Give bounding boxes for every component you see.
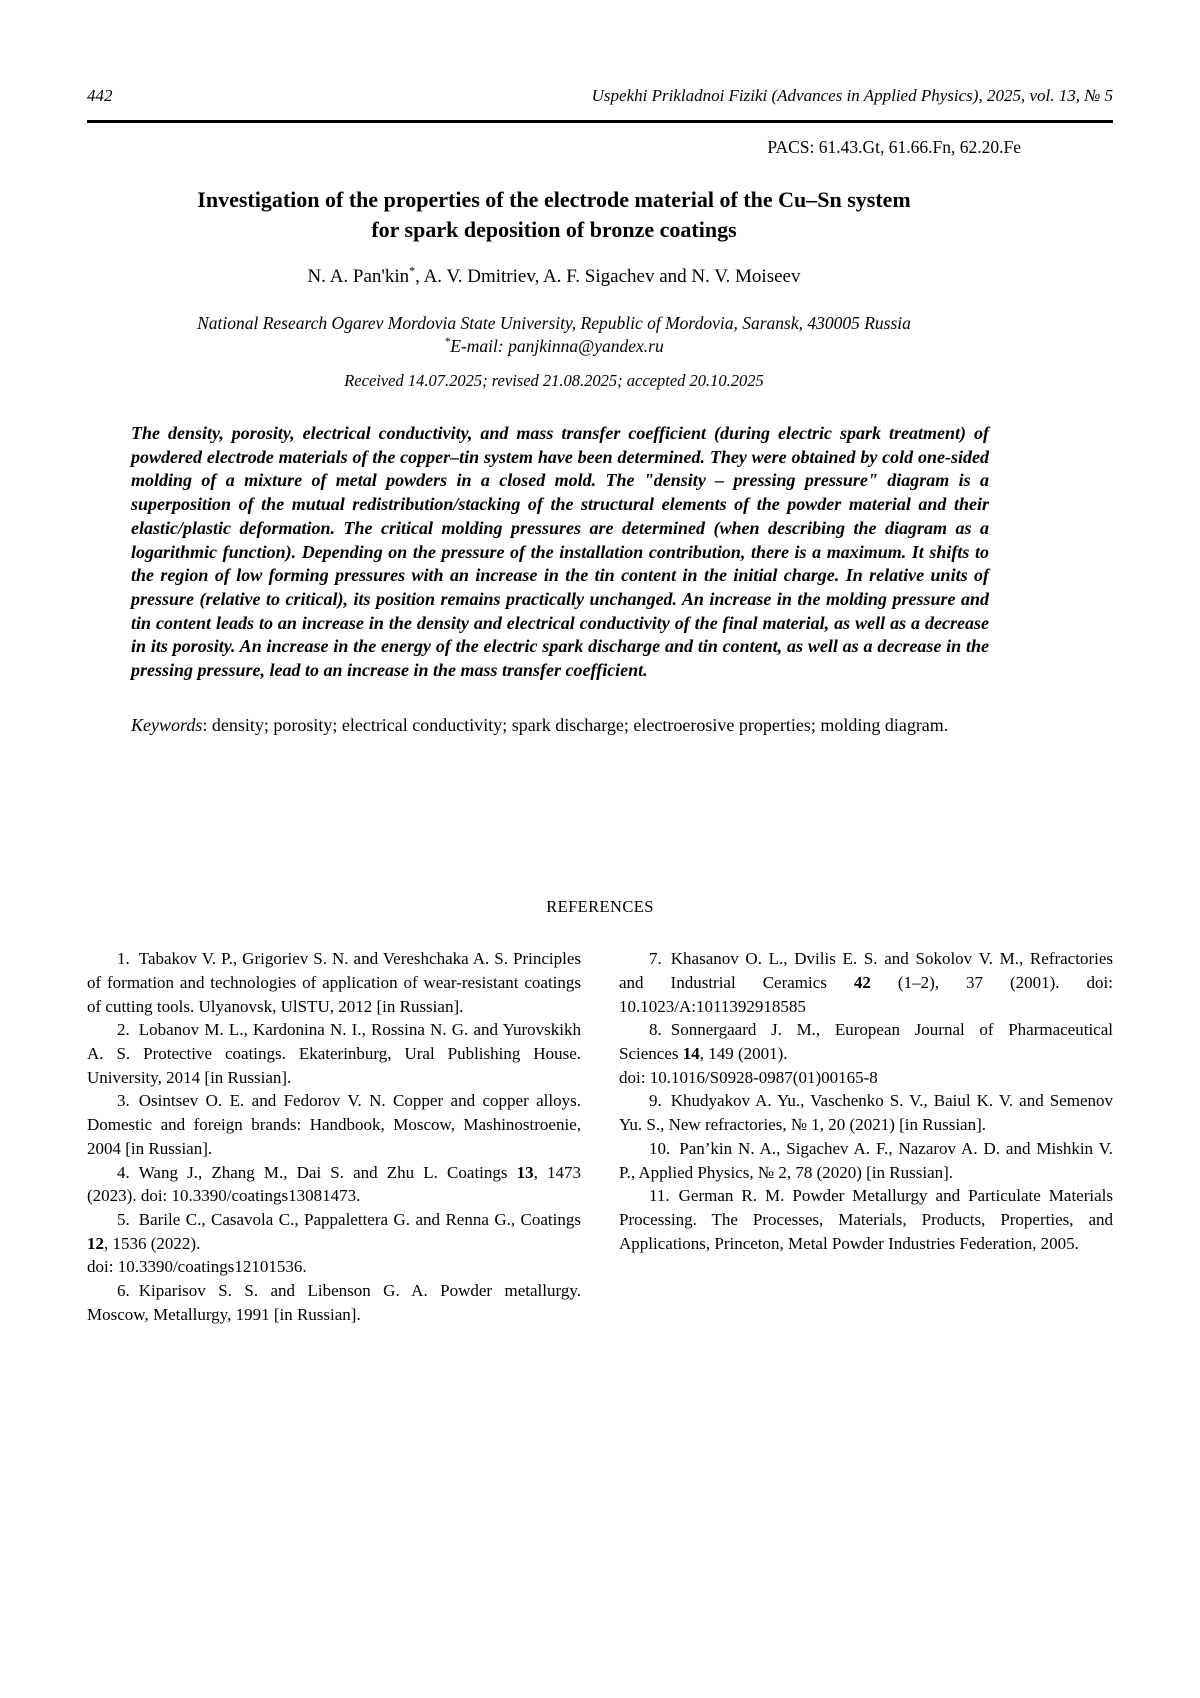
references-column-right bbox=[619, 947, 1113, 1326]
keywords bbox=[131, 713, 989, 738]
reference-text: , 149 (2001). bbox=[699, 1044, 788, 1064]
reference-item bbox=[619, 1184, 1113, 1255]
journal-title-line: Uspekhi Prikladnoi Fiziki (Advances in Applied Physics), 2025, vol. 13, № 5 bbox=[591, 86, 1113, 105]
email-text: E-mail: panjkinna@yandex.ru bbox=[450, 336, 664, 356]
reference-text: Khudyakov A. Yu., Vaschenko S. V., Baiul K. V. and Semenov Yu. S., New refractories, № 1, 20 (2021) [in Russian]. bbox=[619, 1091, 1113, 1135]
references-column-left bbox=[87, 947, 581, 1326]
affiliation: National Research Ogarev Mordovia State University, Republic of Mordovia, Saransk, 430005 Russia bbox=[197, 313, 911, 333]
article-title-line-1: Investigation of the properties of the electrode material of the Cu–Sn system bbox=[197, 187, 911, 212]
reference-item bbox=[87, 1018, 581, 1089]
references-heading: REFERENCES bbox=[546, 897, 654, 917]
reference-item bbox=[619, 1137, 1113, 1184]
reference-number: 6. bbox=[117, 1281, 130, 1301]
author-first: N. A. Pan'kin bbox=[307, 266, 410, 287]
reference-number: 9. bbox=[649, 1091, 662, 1111]
references-list bbox=[87, 947, 1113, 1326]
authors-rest: , A. V. Dmitriev, A. F. Sigachev and N. V. Moiseev bbox=[415, 266, 801, 287]
reference-number: 2. bbox=[117, 1020, 130, 1040]
page-content bbox=[87, 0, 1113, 1326]
reference-text: (1–2), 37 (2001). doi: 10.1023/A:1011392918585 bbox=[619, 972, 1113, 1016]
article-title-line-2: for spark deposition of bronze coatings bbox=[371, 217, 737, 242]
reference-number: 4. bbox=[117, 1162, 130, 1182]
page-number: 442 bbox=[87, 86, 113, 105]
email-affiliation-marker: * bbox=[444, 334, 451, 349]
article-title bbox=[87, 185, 1113, 245]
reference-item bbox=[619, 947, 1113, 1018]
pacs-line: PACS: 61.43.Gt, 61.66.Fn, 62.20.Fe bbox=[767, 137, 1021, 157]
author-affiliation-marker: * bbox=[409, 263, 416, 278]
keywords-text: : density; porosity; electrical conductivity; spark discharge; electroerosive properties; molding diagram. bbox=[202, 714, 949, 735]
reference-text: , 1473 (2023). doi: 10.3390/coatings13081473. bbox=[87, 1162, 581, 1206]
reference-text: Osintsev O. E. and Fedorov V. N. Copper and copper alloys. Domestic and foreign brands: Handbook, Moscow, Mashinostroenie, 2004 [in Russian]. bbox=[87, 1091, 581, 1158]
keywords-label: Keywords bbox=[131, 714, 203, 735]
reference-volume: 14 bbox=[682, 1044, 700, 1064]
reference-text: Tabakov V. P., Grigoriev S. N. and Vereshchaka A. S. Principles of formation and technologies of application of wear-resistant coatings of cutting tools. Ulyanovsk, UlSTU, 2012 [in Russian]. bbox=[87, 949, 581, 1016]
reference-item bbox=[619, 1018, 1113, 1089]
reference-item bbox=[87, 1089, 581, 1160]
authors-line bbox=[87, 265, 1113, 289]
reference-number: 8. bbox=[649, 1020, 662, 1040]
abstract: The density, porosity, electrical conductivity, and mass transfer coefficient (during electric spark treatment) of powdered electrode materials of the copper–tin system have been determined. They were obtained by cold one-sided molding of a mixture of metal powders in a closed mold. The "density – pressing pressure" diagram is a superposition of the mutual redistribution/stacking of the structural elements of the powder material and their elastic/plastic deformation. The critical molding pressures are determined (when describing the diagram as a logarithmic function). Depending on the pressure of the installation contribution, there is a maximum. It shifts to the region of low forming pressures with an increase in the tin content in the initial charge. In relative units of pressure (relative to critical), its position remains practically unchanged. An increase in the molding pressure and tin content leads to an increase in the density and electrical conductivity of the final material, as well as a decrease in its porosity. An increase in the energy of the electric spark discharge and tin content, as well as a decrease in the pressing pressure, lead to an increase in the mass transfer coefficient. bbox=[131, 423, 989, 681]
reference-text: Sonnergaard J. M., European Journal of Pharmaceutical Sciences bbox=[619, 1020, 1113, 1064]
reference-number: 7. bbox=[649, 949, 662, 969]
reference-text: German R. M. Powder Metallurgy and Particulate Materials Processing. The Processes, Materials, Products, Properties, and Applications, Princeton, Metal Powder Industries Federation, 2005. bbox=[619, 1186, 1113, 1253]
reference-text: Lobanov M. L., Kardonina N. I., Rossina N. G. and Yurovskikh A. S. Protective coatings. Ekaterinburg, Ural Publishing House. University, 2014 [in Russian]. bbox=[87, 1020, 581, 1087]
received-line: Received 14.07.2025; revised 21.08.2025; accepted 20.10.2025 bbox=[344, 371, 764, 390]
reference-text: Wang J., Zhang M., Dai S. and Zhu L. Coatings bbox=[138, 1162, 517, 1182]
reference-item bbox=[619, 1089, 1113, 1136]
reference-number: 11. bbox=[649, 1186, 670, 1206]
reference-text: Kiparisov S. S. and Libenson G. A. Powder metallurgy. Moscow, Metallurgy, 1991 [in Russian]. bbox=[87, 1281, 581, 1324]
reference-volume: 12 bbox=[87, 1233, 104, 1253]
reference-text: Barile C., Casavola C., Pappalettera G. and Renna G., Coatings bbox=[138, 1209, 581, 1229]
reference-number: 10. bbox=[649, 1138, 671, 1158]
reference-item bbox=[87, 1208, 581, 1279]
reference-text: Pan’kin N. A., Sigachev A. F., Nazarov A. D. and Mishkin V. P., Applied Physics, № 2, 78 (2020) [in Russian]. bbox=[619, 1138, 1113, 1182]
header-rule bbox=[87, 120, 1113, 123]
reference-number: 1. bbox=[117, 949, 130, 969]
reference-item bbox=[87, 947, 581, 1018]
reference-item bbox=[87, 1161, 581, 1208]
reference-item bbox=[87, 1279, 581, 1326]
reference-text: , 1536 (2022). bbox=[104, 1233, 201, 1253]
email-line bbox=[87, 335, 1113, 357]
reference-text: doi: 10.3390/coatings12101536. bbox=[87, 1257, 307, 1277]
reference-number: 3. bbox=[117, 1091, 130, 1111]
running-header bbox=[87, 0, 1113, 105]
reference-volume: 13 bbox=[516, 1162, 534, 1182]
reference-volume: 42 bbox=[853, 972, 871, 992]
reference-text: Khasanov O. L., Dvilis E. S. and Sokolov V. M., Refractories and Industrial Ceramics bbox=[619, 949, 1113, 992]
reference-number: 5. bbox=[117, 1209, 130, 1229]
reference-text: doi: 10.1016/S0928-0987(01)00165-8 bbox=[619, 1067, 878, 1087]
